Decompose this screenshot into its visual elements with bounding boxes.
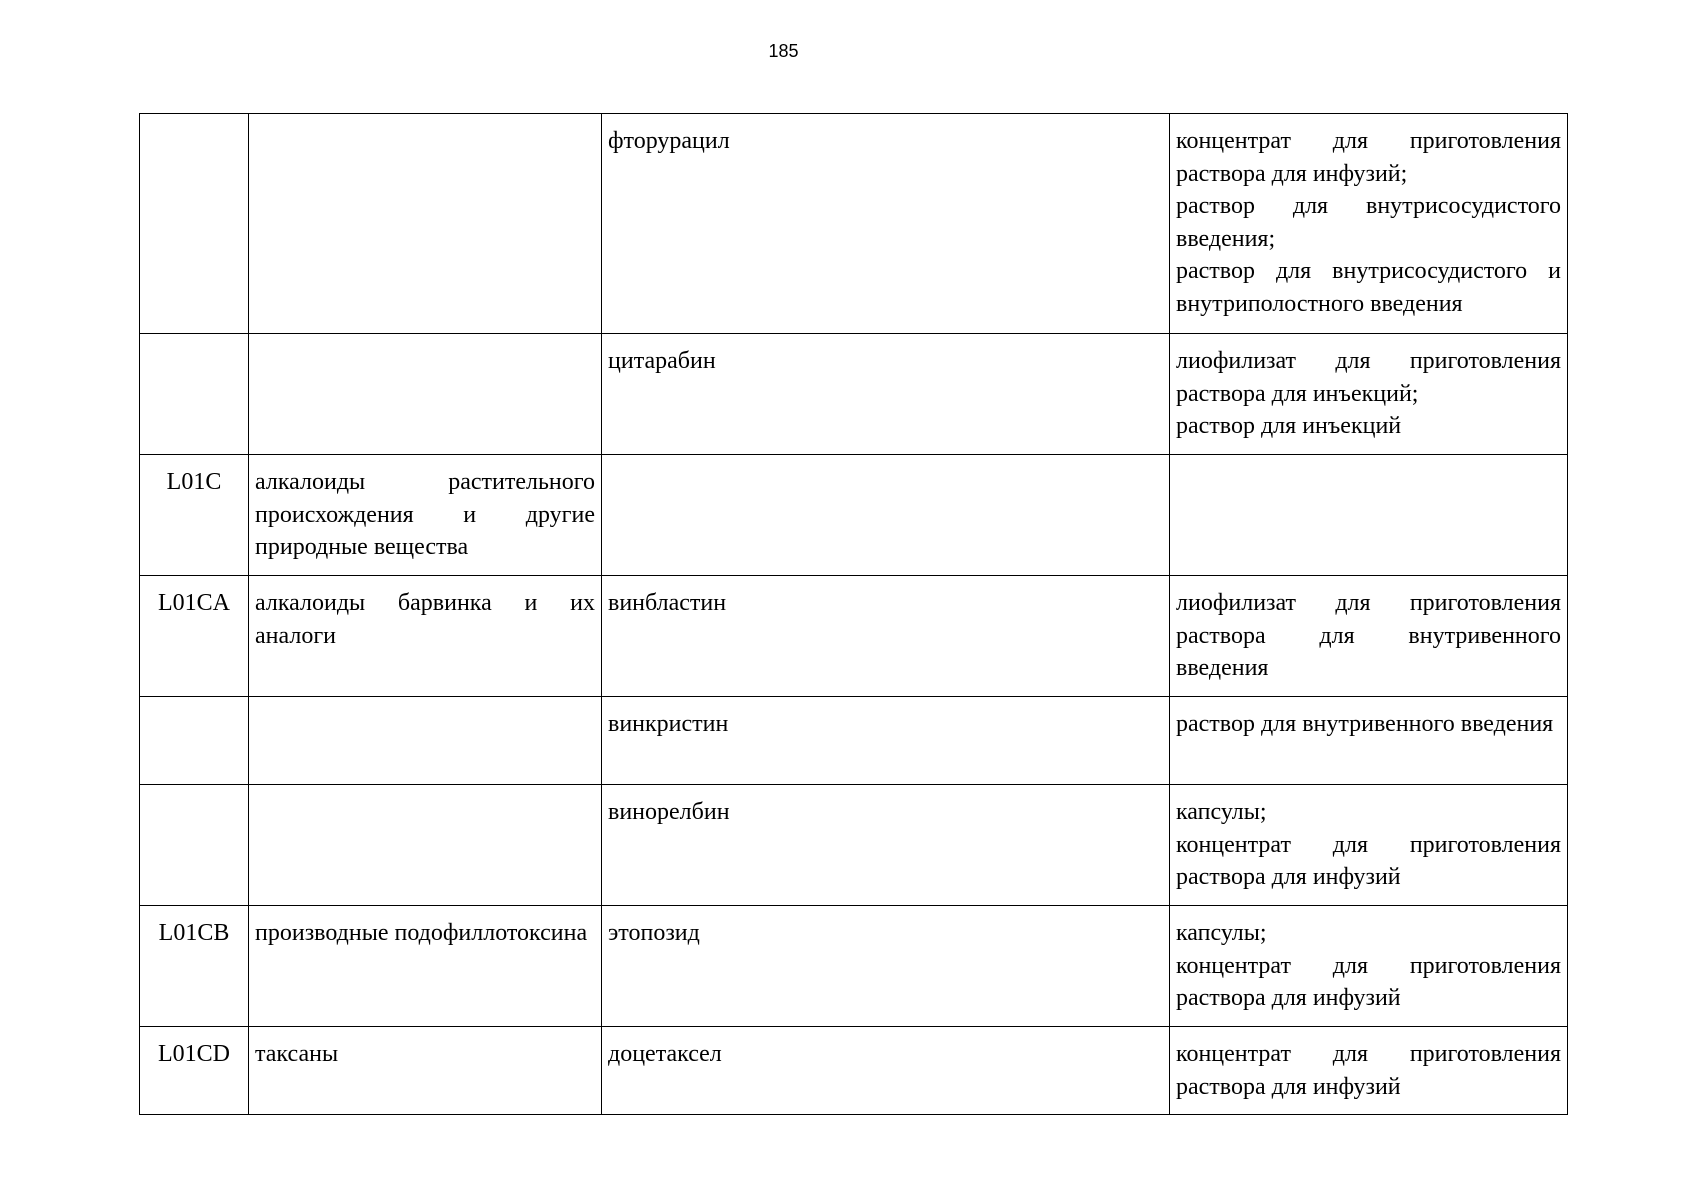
group-name-cell: алкалоиды барвинка и их аналоги [249, 576, 602, 697]
drug-name-cell: винбластин [602, 576, 1170, 697]
atc-code-cell: L01CA [140, 576, 249, 697]
table-row [140, 334, 1568, 455]
dosage-form-line: концентрат для приготовления раствора для инфузий; [1176, 128, 1561, 187]
atc-code-cell [140, 697, 249, 785]
table-row [140, 114, 1568, 334]
group-name-cell [249, 785, 602, 906]
dosage-form-cell [1170, 1027, 1568, 1115]
drug-name-cell [602, 455, 1170, 576]
dosage-form-line: капсулы; [1176, 799, 1267, 825]
dosage-form-line: лиофилизат для приготовления раствора для инъекций; [1176, 348, 1561, 407]
atc-code-cell [140, 114, 249, 334]
dosage-form-cell [1170, 334, 1568, 455]
dosage-form-cell [1170, 455, 1568, 576]
dosage-form-cell [1170, 906, 1568, 1027]
table-row [140, 697, 1568, 785]
dosage-form-line: раствор для внутрисосудистого введения; [1176, 193, 1561, 252]
group-name-cell [249, 697, 602, 785]
dosage-form-cell [1170, 697, 1568, 785]
drug-table [139, 113, 1568, 1115]
dosage-form-cell [1170, 576, 1568, 697]
group-name-cell: таксаны [249, 1027, 602, 1115]
dosage-form-line: раствор для инъекций [1176, 413, 1402, 439]
drug-name-cell: этопозид [602, 906, 1170, 1027]
dosage-form-line: лиофилизат для приготовления раствора для внутривенного введения [1176, 590, 1561, 681]
dosage-form-cell [1170, 114, 1568, 334]
atc-code-cell: L01CD [140, 1027, 249, 1115]
group-name-cell: алкалоиды растительного происхождения и другие природные вещества [249, 455, 602, 576]
atc-code-cell: L01CB [140, 906, 249, 1027]
dosage-form-line: концентрат для приготовления раствора для инфузий [1176, 952, 1561, 1011]
atc-code-cell [140, 334, 249, 455]
group-name-cell [249, 114, 602, 334]
dosage-form-line: капсулы; [1176, 920, 1267, 946]
drug-name-cell: доцетаксел [602, 1027, 1170, 1115]
table-row [140, 785, 1568, 906]
drug-name-cell: цитарабин [602, 334, 1170, 455]
table-row [140, 906, 1568, 1027]
drug-name-cell: фторурацил [602, 114, 1170, 334]
dosage-form-line: концентрат для приготовления раствора для инфузий [1176, 1041, 1561, 1100]
atc-code-cell: L01C [140, 455, 249, 576]
table-row [140, 1027, 1568, 1115]
table-row [140, 576, 1568, 697]
atc-code-cell [140, 785, 249, 906]
group-name-cell: производные подофиллотоксина [249, 906, 602, 1027]
dosage-form-line: раствор для внутривенного введения [1176, 711, 1554, 737]
table-row [140, 455, 1568, 576]
drug-name-cell: винорелбин [602, 785, 1170, 906]
group-name-cell [249, 334, 602, 455]
dosage-form-line: раствор для внутрисосудистого и внутриполостного введения [1176, 258, 1561, 317]
drug-name-cell: винкристин [602, 697, 1170, 785]
page-number: 185 [768, 41, 799, 61]
dosage-form-line: концентрат для приготовления раствора для инфузий [1176, 831, 1561, 890]
dosage-form-cell [1170, 785, 1568, 906]
